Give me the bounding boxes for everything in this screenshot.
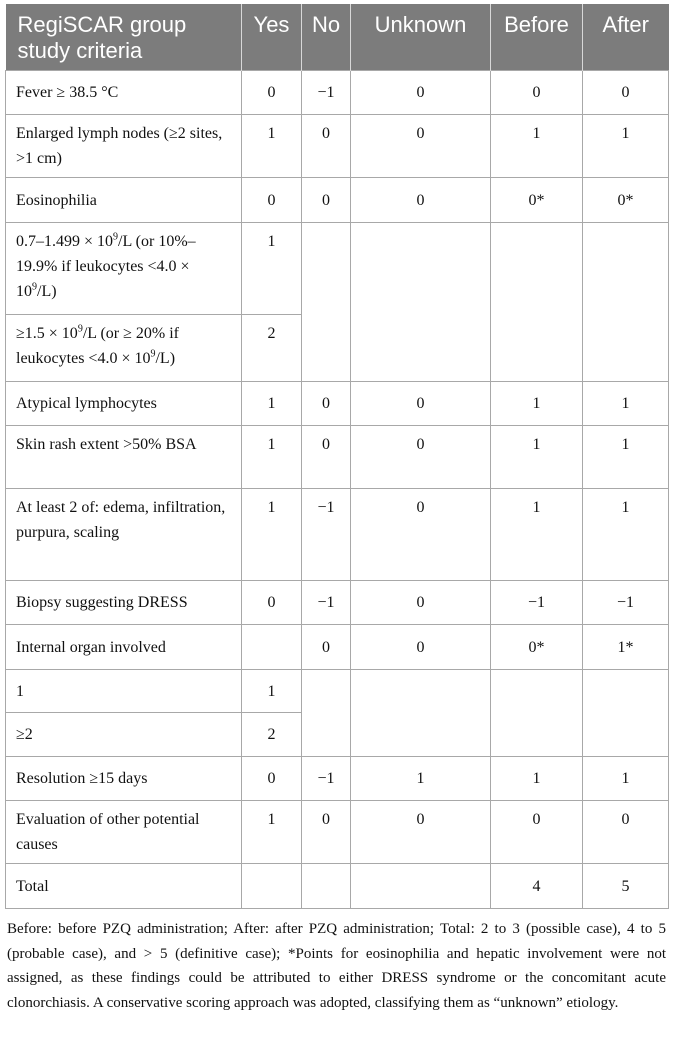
criterion-text: /L (or 10%–19.9% if leukocytes <4.0 × 10 <box>16 233 196 300</box>
criterion-text: 0.7–1.499 × 10 <box>16 233 114 250</box>
header-criteria: RegiSCAR group study criteria <box>6 4 242 71</box>
before-cell: 1 <box>491 757 583 801</box>
yes-cell: 1 <box>242 223 302 315</box>
yes-cell: 0 <box>242 178 302 223</box>
before-cell: 1 <box>491 382 583 426</box>
after-cell: −1 <box>583 581 669 625</box>
no-cell: −1 <box>302 757 351 801</box>
no-cell: 0 <box>302 426 351 489</box>
yes-cell <box>242 864 302 909</box>
criterion-cell: Skin rash extent >50% BSA <box>6 426 242 489</box>
criterion-cell <box>6 223 242 315</box>
before-cell: −1 <box>491 581 583 625</box>
before-cell: 1 <box>491 115 583 178</box>
before-cell: 1 <box>491 489 583 581</box>
after-cell: 0* <box>583 178 669 223</box>
criterion-cell: 1 <box>6 670 242 713</box>
table-row <box>6 864 669 909</box>
table-row <box>6 426 669 489</box>
no-cell: 0 <box>302 178 351 223</box>
criterion-cell: Resolution ≥15 days <box>6 757 242 801</box>
yes-cell <box>242 625 302 670</box>
before-cell: 0* <box>491 178 583 223</box>
criterion-text: ≥1.5 × 10 <box>16 325 78 342</box>
header-before: Before <box>491 4 583 71</box>
criterion-text: /L (or ≥ 20% if leukocytes <4.0 × 10 <box>16 325 179 367</box>
table-row <box>6 115 669 178</box>
no-cell: −1 <box>302 71 351 115</box>
criterion-cell: Internal organ involved <box>6 625 242 670</box>
yes-cell: 0 <box>242 71 302 115</box>
yes-cell: 1 <box>242 115 302 178</box>
superscript: 9 <box>77 323 83 335</box>
table-row <box>6 382 669 426</box>
before-cell: 1 <box>491 426 583 489</box>
after-cell: 1 <box>583 382 669 426</box>
criterion-text: /L) <box>155 350 176 367</box>
after-cell: 0 <box>583 801 669 864</box>
merged-empty-cell <box>491 670 583 757</box>
no-cell: 0 <box>302 625 351 670</box>
superscript: 9 <box>113 231 119 243</box>
yes-cell: 0 <box>242 757 302 801</box>
table-row <box>6 489 669 581</box>
after-cell: 1* <box>583 625 669 670</box>
no-cell: −1 <box>302 489 351 581</box>
yes-cell: 1 <box>242 801 302 864</box>
after-cell: 5 <box>583 864 669 909</box>
criterion-cell: Evaluation of other potential causes <box>6 801 242 864</box>
no-cell: 0 <box>302 115 351 178</box>
merged-empty-cell <box>302 670 351 757</box>
criterion-cell: At least 2 of: edema, infiltration, purpura, scaling <box>6 489 242 581</box>
merged-empty-cell <box>583 670 669 757</box>
criterion-cell: Enlarged lymph nodes (≥2 sites, >1 cm) <box>6 115 242 178</box>
header-unknown: Unknown <box>351 4 491 71</box>
table-row <box>6 71 669 115</box>
criterion-cell: Fever ≥ 38.5 °C <box>6 71 242 115</box>
unknown-cell: 0 <box>351 801 491 864</box>
before-cell: 0* <box>491 625 583 670</box>
merged-empty-cell <box>351 670 491 757</box>
yes-cell: 1 <box>242 382 302 426</box>
unknown-cell: 0 <box>351 625 491 670</box>
table-row <box>6 801 669 864</box>
superscript: 9 <box>32 281 37 293</box>
superscript: 9 <box>150 348 156 360</box>
yes-cell: 0 <box>242 581 302 625</box>
criterion-cell: ≥2 <box>6 713 242 757</box>
no-cell <box>302 864 351 909</box>
merged-empty-cell <box>302 223 351 382</box>
before-cell: 0 <box>491 801 583 864</box>
header-after: After <box>583 4 669 71</box>
unknown-cell: 0 <box>351 382 491 426</box>
unknown-cell <box>351 864 491 909</box>
table-row <box>6 670 669 713</box>
unknown-cell: 0 <box>351 489 491 581</box>
merged-empty-cell <box>351 223 491 382</box>
table-row <box>6 581 669 625</box>
criterion-cell: Atypical lymphocytes <box>6 382 242 426</box>
criterion-cell <box>6 315 242 382</box>
criterion-cell: Total <box>6 864 242 909</box>
unknown-cell: 0 <box>351 71 491 115</box>
after-cell: 0 <box>583 71 669 115</box>
yes-cell: 2 <box>242 315 302 382</box>
header-no: No <box>302 4 351 71</box>
yes-cell: 1 <box>242 426 302 489</box>
unknown-cell: 1 <box>351 757 491 801</box>
unknown-cell: 0 <box>351 178 491 223</box>
unknown-cell: 0 <box>351 581 491 625</box>
unknown-cell: 0 <box>351 115 491 178</box>
table-row <box>6 757 669 801</box>
yes-cell: 1 <box>242 670 302 713</box>
before-cell: 0 <box>491 71 583 115</box>
table-row <box>6 223 669 315</box>
header-yes: Yes <box>242 4 302 71</box>
before-cell: 4 <box>491 864 583 909</box>
table-row <box>6 178 669 223</box>
merged-empty-cell <box>583 223 669 382</box>
table-row <box>6 625 669 670</box>
table-footnote: Before: before PZQ administration; After: after PZQ administration; Total: 2 to 3 (possible case), 4 to 5 (probable case), and > 5 (definitive case); *Points for eosinophilia and hepatic involvement were not assigned, as these findings could be attributed to either DRESS syndrome or the concomitant acute clonorchiasis. A conservative scoring approach was adopted, classifying them as “unknown” etiology. <box>7 921 666 1011</box>
regiscar-table-figure <box>5 4 668 1015</box>
table-header-row <box>6 4 669 71</box>
yes-cell: 2 <box>242 713 302 757</box>
yes-cell: 1 <box>242 489 302 581</box>
after-cell: 1 <box>583 489 669 581</box>
merged-empty-cell <box>491 223 583 382</box>
unknown-cell: 0 <box>351 426 491 489</box>
criterion-cell: Eosinophilia <box>6 178 242 223</box>
regiscar-score-table <box>5 4 669 909</box>
after-cell: 1 <box>583 757 669 801</box>
after-cell: 1 <box>583 426 669 489</box>
criterion-cell: Biopsy suggesting DRESS <box>6 581 242 625</box>
no-cell: −1 <box>302 581 351 625</box>
no-cell: 0 <box>302 801 351 864</box>
no-cell: 0 <box>302 382 351 426</box>
after-cell: 1 <box>583 115 669 178</box>
criterion-text: /L) <box>37 283 57 300</box>
